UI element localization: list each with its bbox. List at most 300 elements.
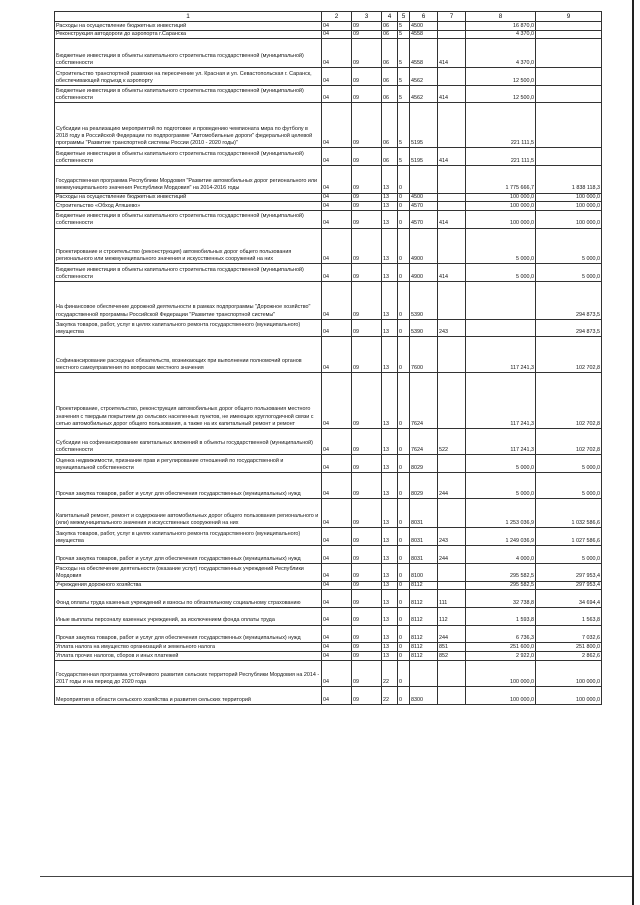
table-row bbox=[55, 337, 602, 373]
target-item-cell: 8031 bbox=[410, 498, 438, 528]
row-name-cell: Субсидии на реализацию мероприятий по подготовке и проведению чемпионата мира по футболу в 2018 году в Российской Федерации по подпрограмме "Автомобильные дороги" федеральной целевой программы "Развитие транспортной системы России (2010 - 2020 годы)" bbox=[55, 103, 322, 148]
section-code-cell: 04 bbox=[322, 428, 352, 455]
expense-type-cell bbox=[438, 373, 466, 429]
subsection-code-cell: 09 bbox=[352, 39, 382, 68]
subsection-code-cell: 09 bbox=[352, 563, 382, 581]
subsection-code-cell: 09 bbox=[352, 428, 382, 455]
table-row bbox=[55, 103, 602, 148]
expense-type-cell bbox=[438, 563, 466, 581]
row-name-cell: Бюджетные инвестиции в объекты капитального строительства государственной (муниципальной) собственности bbox=[55, 264, 322, 282]
program-code-cell: 13 bbox=[382, 165, 398, 193]
row-name-cell: Проектирование и строительство (реконструкция) автомобильных дорог общего пользования регионального или межмуниципального значения и искусственных сооружений на них bbox=[55, 228, 322, 264]
amount-year2-cell: 2 862,6 bbox=[536, 651, 602, 660]
subsection-code-cell: 09 bbox=[352, 651, 382, 660]
row-name-cell: Бюджетные инвестиции в объекты капитального строительства государственной (муниципальной) собственности bbox=[55, 39, 322, 68]
amount-year2-cell: 5 000,0 bbox=[536, 455, 602, 473]
section-code-cell: 04 bbox=[322, 337, 352, 373]
amount-year1-cell: 251 600,0 bbox=[466, 643, 536, 652]
section-code-cell: 04 bbox=[322, 687, 352, 705]
amount-year1-cell: 16 870,0 bbox=[466, 22, 536, 31]
subprogram-code-cell: 0 bbox=[398, 228, 410, 264]
expense-type-cell: 244 bbox=[438, 473, 466, 499]
scan-bottom-line bbox=[40, 876, 632, 877]
target-item-cell: 5195 bbox=[410, 148, 438, 166]
row-name-cell: Капитальный ремонт, ремонт и содержание автомобильных дорог общего пользования регионального и (или) межмуниципального значения и искусственных сооружений на них bbox=[55, 498, 322, 528]
amount-year2-cell: 102 702,8 bbox=[536, 337, 602, 373]
amount-year2-cell bbox=[536, 22, 602, 31]
amount-year1-cell: 5 000,0 bbox=[466, 455, 536, 473]
subsection-code-cell: 09 bbox=[352, 590, 382, 608]
amount-year1-cell: 221 111,5 bbox=[466, 103, 536, 148]
table-row bbox=[55, 473, 602, 499]
table-row bbox=[55, 528, 602, 546]
amount-year2-cell: 100 000,0 bbox=[536, 660, 602, 687]
subprogram-code-cell: 5 bbox=[398, 85, 410, 103]
section-code-cell: 04 bbox=[322, 607, 352, 625]
subprogram-code-cell: 0 bbox=[398, 660, 410, 687]
amount-year2-cell: 102 702,8 bbox=[536, 428, 602, 455]
table-row bbox=[55, 607, 602, 625]
program-code-cell: 06 bbox=[382, 85, 398, 103]
program-code-cell: 13 bbox=[382, 373, 398, 429]
section-code-cell: 04 bbox=[322, 455, 352, 473]
program-code-cell: 13 bbox=[382, 264, 398, 282]
target-item-cell: 8112 bbox=[410, 590, 438, 608]
target-item-cell: 8112 bbox=[410, 625, 438, 643]
subsection-code-cell: 09 bbox=[352, 210, 382, 228]
subprogram-code-cell: 0 bbox=[398, 651, 410, 660]
subprogram-code-cell: 0 bbox=[398, 473, 410, 499]
program-code-cell: 13 bbox=[382, 625, 398, 643]
header-cell: 6 bbox=[410, 12, 438, 22]
table-row bbox=[55, 455, 602, 473]
program-code-cell: 13 bbox=[382, 193, 398, 202]
target-item-cell: 8031 bbox=[410, 546, 438, 564]
table-row bbox=[55, 148, 602, 166]
subprogram-code-cell: 0 bbox=[398, 373, 410, 429]
row-name-cell: Софинансирование расходных обязательств, возникающих при выполнении полномочий органов местного самоуправления по вопросам местного значения bbox=[55, 337, 322, 373]
subsection-code-cell: 09 bbox=[352, 264, 382, 282]
target-item-cell: 8112 bbox=[410, 643, 438, 652]
table-row bbox=[55, 22, 602, 31]
program-code-cell: 22 bbox=[382, 660, 398, 687]
target-item-cell: 4562 bbox=[410, 68, 438, 86]
program-code-cell: 13 bbox=[382, 498, 398, 528]
subprogram-code-cell: 0 bbox=[398, 210, 410, 228]
subprogram-code-cell: 0 bbox=[398, 687, 410, 705]
amount-year1-cell: 117 241,3 bbox=[466, 428, 536, 455]
subprogram-code-cell: 0 bbox=[398, 643, 410, 652]
amount-year1-cell: 5 000,0 bbox=[466, 264, 536, 282]
section-code-cell: 04 bbox=[322, 651, 352, 660]
expense-type-cell bbox=[438, 337, 466, 373]
amount-year2-cell: 297 953,4 bbox=[536, 563, 602, 581]
amount-year2-cell bbox=[536, 39, 602, 68]
amount-year2-cell bbox=[536, 68, 602, 86]
amount-year2-cell: 100 000,0 bbox=[536, 193, 602, 202]
section-code-cell: 04 bbox=[322, 39, 352, 68]
subprogram-code-cell: 0 bbox=[398, 193, 410, 202]
row-name-cell: Прочая закупка товаров, работ и услуг для обеспечения государственных (муниципальных) нужд bbox=[55, 473, 322, 499]
expense-type-cell: 852 bbox=[438, 651, 466, 660]
amount-year1-cell: 1 249 036,9 bbox=[466, 528, 536, 546]
subsection-code-cell: 09 bbox=[352, 687, 382, 705]
program-code-cell: 13 bbox=[382, 455, 398, 473]
amount-year1-cell: 1 593,8 bbox=[466, 607, 536, 625]
amount-year2-cell: 5 000,0 bbox=[536, 546, 602, 564]
row-name-cell: Учреждения дорожного хозяйства bbox=[55, 581, 322, 590]
section-code-cell: 04 bbox=[322, 85, 352, 103]
amount-year1-cell: 295 582,5 bbox=[466, 563, 536, 581]
expense-type-cell bbox=[438, 281, 466, 319]
program-code-cell: 06 bbox=[382, 30, 398, 39]
section-code-cell: 04 bbox=[322, 148, 352, 166]
table-row bbox=[55, 643, 602, 652]
amount-year1-cell: 117 241,3 bbox=[466, 373, 536, 429]
target-item-cell: 4570 bbox=[410, 202, 438, 211]
section-code-cell: 04 bbox=[322, 473, 352, 499]
row-name-cell: Расходы на обеспечение деятельности (оказание услуг) государственных учреждений Республики Мордовия bbox=[55, 563, 322, 581]
table-row bbox=[55, 660, 602, 687]
target-item-cell: 7624 bbox=[410, 373, 438, 429]
table-row bbox=[55, 581, 602, 590]
expense-type-cell: 414 bbox=[438, 148, 466, 166]
subprogram-code-cell: 0 bbox=[398, 337, 410, 373]
subsection-code-cell: 09 bbox=[352, 202, 382, 211]
row-name-cell: Фонд оплаты труда казенных учреждений и взносы по обязательному социальному страхованию bbox=[55, 590, 322, 608]
row-name-cell: На финансовое обеспечение дорожной деятельности в рамках подпрограммы "Дорожное хозяйство" государственной программы Российской Федерации "Развитие транспортной системы" bbox=[55, 281, 322, 319]
subprogram-code-cell: 5 bbox=[398, 22, 410, 31]
target-item-cell: 8112 bbox=[410, 651, 438, 660]
row-name-cell: Уплата налога на имущество организаций и земельного налога bbox=[55, 643, 322, 652]
expense-type-cell: 851 bbox=[438, 643, 466, 652]
amount-year1-cell: 5 000,0 bbox=[466, 228, 536, 264]
section-code-cell: 04 bbox=[322, 22, 352, 31]
expense-type-cell: 414 bbox=[438, 85, 466, 103]
target-item-cell: 5390 bbox=[410, 319, 438, 337]
target-item-cell: 5390 bbox=[410, 281, 438, 319]
program-code-cell: 13 bbox=[382, 607, 398, 625]
expense-type-cell: 414 bbox=[438, 210, 466, 228]
section-code-cell: 04 bbox=[322, 563, 352, 581]
program-code-cell: 13 bbox=[382, 428, 398, 455]
target-item-cell bbox=[410, 660, 438, 687]
header-cell: 5 bbox=[398, 12, 410, 22]
subsection-code-cell: 09 bbox=[352, 148, 382, 166]
row-name-cell: Бюджетные инвестиции в объекты капитального строительства государственной (муниципальной) собственности bbox=[55, 85, 322, 103]
row-name-cell: Закупка товаров, работ, услуг в целях капитального ремонта государственного (муниципального) имущества bbox=[55, 319, 322, 337]
subsection-code-cell: 09 bbox=[352, 643, 382, 652]
expense-type-cell bbox=[438, 455, 466, 473]
program-code-cell: 13 bbox=[382, 473, 398, 499]
row-name-cell: Расходы на осуществление бюджетных инвестиций bbox=[55, 193, 322, 202]
program-code-cell: 13 bbox=[382, 581, 398, 590]
expense-type-cell: 111 bbox=[438, 590, 466, 608]
expense-type-cell: 243 bbox=[438, 319, 466, 337]
section-code-cell: 04 bbox=[322, 660, 352, 687]
row-name-cell: Субсидии на софинансирование капитальных вложений в объекты государственной (муниципальной) собственности bbox=[55, 428, 322, 455]
table-row bbox=[55, 498, 602, 528]
amount-year2-cell: 1 027 586,6 bbox=[536, 528, 602, 546]
subsection-code-cell: 09 bbox=[352, 528, 382, 546]
program-code-cell: 06 bbox=[382, 68, 398, 86]
subsection-code-cell: 09 bbox=[352, 103, 382, 148]
target-item-cell: 7600 bbox=[410, 337, 438, 373]
expense-type-cell: 244 bbox=[438, 546, 466, 564]
section-code-cell: 04 bbox=[322, 210, 352, 228]
row-name-cell: Прочая закупка товаров, работ и услуг для обеспечения государственных (муниципальных) нужд bbox=[55, 546, 322, 564]
subsection-code-cell: 09 bbox=[352, 319, 382, 337]
table-row bbox=[55, 68, 602, 86]
subprogram-code-cell: 0 bbox=[398, 264, 410, 282]
expense-type-cell bbox=[438, 30, 466, 39]
expense-type-cell bbox=[438, 687, 466, 705]
subprogram-code-cell: 0 bbox=[398, 202, 410, 211]
program-code-cell: 13 bbox=[382, 337, 398, 373]
amount-year2-cell bbox=[536, 30, 602, 39]
amount-year2-cell: 100 000,0 bbox=[536, 210, 602, 228]
section-code-cell: 04 bbox=[322, 68, 352, 86]
expense-type-cell bbox=[438, 22, 466, 31]
table-row bbox=[55, 165, 602, 193]
target-item-cell: 4900 bbox=[410, 228, 438, 264]
table-row bbox=[55, 563, 602, 581]
target-item-cell: 7624 bbox=[410, 428, 438, 455]
amount-year2-cell: 1 032 586,6 bbox=[536, 498, 602, 528]
subprogram-code-cell: 0 bbox=[398, 428, 410, 455]
section-code-cell: 04 bbox=[322, 30, 352, 39]
target-item-cell: 8300 bbox=[410, 687, 438, 705]
expense-type-cell bbox=[438, 660, 466, 687]
expense-type-cell bbox=[438, 193, 466, 202]
table-row bbox=[55, 319, 602, 337]
program-code-cell: 13 bbox=[382, 202, 398, 211]
subprogram-code-cell: 5 bbox=[398, 148, 410, 166]
target-item-cell: 5195 bbox=[410, 103, 438, 148]
subsection-code-cell: 09 bbox=[352, 68, 382, 86]
table-row bbox=[55, 590, 602, 608]
amount-year2-cell: 5 000,0 bbox=[536, 473, 602, 499]
amount-year2-cell: 294 873,5 bbox=[536, 281, 602, 319]
subsection-code-cell: 09 bbox=[352, 473, 382, 499]
target-item-cell: 4558 bbox=[410, 39, 438, 68]
section-code-cell: 04 bbox=[322, 202, 352, 211]
subsection-code-cell: 09 bbox=[352, 546, 382, 564]
subprogram-code-cell: 5 bbox=[398, 68, 410, 86]
amount-year1-cell: 117 241,3 bbox=[466, 337, 536, 373]
amount-year2-cell: 294 873,5 bbox=[536, 319, 602, 337]
row-name-cell: Бюджетные инвестиции в объекты капитального строительства государственной (муниципальной) собственности bbox=[55, 210, 322, 228]
row-name-cell: Государственная программа Республики Мордовия "Развитие автомобильных дорог регионального или межмуниципального значения Республики Мордовия" на 2014-2016 годы bbox=[55, 165, 322, 193]
header-cell: 2 bbox=[322, 12, 352, 22]
subsection-code-cell: 09 bbox=[352, 373, 382, 429]
section-code-cell: 04 bbox=[322, 373, 352, 429]
amount-year2-cell: 251 800,0 bbox=[536, 643, 602, 652]
row-name-cell: Расходы на осуществление бюджетных инвестиций bbox=[55, 22, 322, 31]
section-code-cell: 04 bbox=[322, 625, 352, 643]
subsection-code-cell: 09 bbox=[352, 625, 382, 643]
amount-year1-cell: 221 111,5 bbox=[466, 148, 536, 166]
section-code-cell: 04 bbox=[322, 643, 352, 652]
target-item-cell: 4500 bbox=[410, 22, 438, 31]
table-row bbox=[55, 264, 602, 282]
subprogram-code-cell: 0 bbox=[398, 563, 410, 581]
table-row bbox=[55, 202, 602, 211]
expense-type-cell bbox=[438, 68, 466, 86]
amount-year1-cell: 295 582,5 bbox=[466, 581, 536, 590]
section-code-cell: 04 bbox=[322, 193, 352, 202]
header-cell: 1 bbox=[55, 12, 322, 22]
header-cell: 3 bbox=[352, 12, 382, 22]
program-code-cell: 06 bbox=[382, 103, 398, 148]
subsection-code-cell: 09 bbox=[352, 165, 382, 193]
header-cell: 8 bbox=[466, 12, 536, 22]
expense-type-cell bbox=[438, 498, 466, 528]
amount-year1-cell: 32 738,8 bbox=[466, 590, 536, 608]
target-item-cell: 4570 bbox=[410, 210, 438, 228]
amount-year2-cell bbox=[536, 148, 602, 166]
subprogram-code-cell: 0 bbox=[398, 625, 410, 643]
target-item-cell bbox=[410, 165, 438, 193]
amount-year2-cell: 100 000,0 bbox=[536, 687, 602, 705]
header-cell: 4 bbox=[382, 12, 398, 22]
table-row bbox=[55, 30, 602, 39]
header-cell: 7 bbox=[438, 12, 466, 22]
amount-year2-cell bbox=[536, 103, 602, 148]
expense-type-cell: 522 bbox=[438, 428, 466, 455]
table-row bbox=[55, 281, 602, 319]
target-item-cell: 8031 bbox=[410, 528, 438, 546]
row-name-cell: Мероприятия в области сельского хозяйства и развития сельских территорий bbox=[55, 687, 322, 705]
subprogram-code-cell: 0 bbox=[398, 165, 410, 193]
amount-year1-cell: 12 500,0 bbox=[466, 85, 536, 103]
expense-type-cell: 112 bbox=[438, 607, 466, 625]
subsection-code-cell: 09 bbox=[352, 498, 382, 528]
program-code-cell: 13 bbox=[382, 228, 398, 264]
row-name-cell: Строительство «Обход Атяшево» bbox=[55, 202, 322, 211]
section-code-cell: 04 bbox=[322, 319, 352, 337]
subprogram-code-cell: 0 bbox=[398, 281, 410, 319]
amount-year2-cell bbox=[536, 85, 602, 103]
subsection-code-cell: 09 bbox=[352, 30, 382, 39]
program-code-cell: 13 bbox=[382, 281, 398, 319]
subprogram-code-cell: 0 bbox=[398, 319, 410, 337]
target-item-cell: 4900 bbox=[410, 264, 438, 282]
amount-year2-cell: 102 702,8 bbox=[536, 373, 602, 429]
target-item-cell: 8029 bbox=[410, 455, 438, 473]
row-name-cell: Оценка недвижимости, признание прав и регулирование отношений по государственной и муниципальной собственности bbox=[55, 455, 322, 473]
row-name-cell: Иные выплаты персоналу казенных учреждений, за исключением фонда оплаты труда bbox=[55, 607, 322, 625]
section-code-cell: 04 bbox=[322, 590, 352, 608]
amount-year1-cell: 2 922,0 bbox=[466, 651, 536, 660]
row-name-cell: Бюджетные инвестиции в объекты капитального строительства государственной (муниципальной) собственности bbox=[55, 148, 322, 166]
section-code-cell: 04 bbox=[322, 103, 352, 148]
target-item-cell: 4558 bbox=[410, 30, 438, 39]
amount-year1-cell bbox=[466, 281, 536, 319]
expense-type-cell: 243 bbox=[438, 528, 466, 546]
subprogram-code-cell: 0 bbox=[398, 498, 410, 528]
row-name-cell: Проектирование, строительство, реконструкция автомобильных дорог общего пользования местного значения с твердым покрытием до сельских населенных пунктов, не имеющих круглогодичной связи с сетью автомобильных дорог общего пользования, а также на их капитальный ремонт и ремонт bbox=[55, 373, 322, 429]
expense-type-cell bbox=[438, 581, 466, 590]
amount-year1-cell: 12 500,0 bbox=[466, 68, 536, 86]
program-code-cell: 13 bbox=[382, 546, 398, 564]
expense-type-cell: 244 bbox=[438, 625, 466, 643]
section-code-cell: 04 bbox=[322, 228, 352, 264]
program-code-cell: 13 bbox=[382, 563, 398, 581]
row-name-cell: Реконструкция автодороги до аэропорта г.Саранска bbox=[55, 30, 322, 39]
expense-type-cell bbox=[438, 103, 466, 148]
subprogram-code-cell: 0 bbox=[398, 455, 410, 473]
amount-year2-cell: 100 000,0 bbox=[536, 202, 602, 211]
program-code-cell: 22 bbox=[382, 687, 398, 705]
section-code-cell: 04 bbox=[322, 165, 352, 193]
row-name-cell: Уплата прочих налогов, сборов и иных платежей bbox=[55, 651, 322, 660]
section-code-cell: 04 bbox=[322, 498, 352, 528]
subsection-code-cell: 09 bbox=[352, 22, 382, 31]
expense-type-cell bbox=[438, 202, 466, 211]
section-code-cell: 04 bbox=[322, 581, 352, 590]
table-row bbox=[55, 625, 602, 643]
program-code-cell: 13 bbox=[382, 319, 398, 337]
expense-type-cell bbox=[438, 228, 466, 264]
amount-year1-cell: 4 370,0 bbox=[466, 30, 536, 39]
amount-year1-cell: 100 000,0 bbox=[466, 687, 536, 705]
amount-year2-cell: 297 953,4 bbox=[536, 581, 602, 590]
subprogram-code-cell: 5 bbox=[398, 39, 410, 68]
row-name-cell: Закупка товаров, работ, услуг в целях капитального ремонта государственного (муниципального) имущества bbox=[55, 528, 322, 546]
amount-year2-cell: 1 563,8 bbox=[536, 607, 602, 625]
table-row bbox=[55, 228, 602, 264]
table-row bbox=[55, 39, 602, 68]
table-row bbox=[55, 428, 602, 455]
table-row bbox=[55, 193, 602, 202]
program-code-cell: 06 bbox=[382, 148, 398, 166]
header-cell: 9 bbox=[536, 12, 602, 22]
table-row bbox=[55, 546, 602, 564]
subprogram-code-cell: 0 bbox=[398, 607, 410, 625]
subsection-code-cell: 09 bbox=[352, 660, 382, 687]
amount-year1-cell: 100 000,0 bbox=[466, 210, 536, 228]
target-item-cell: 4562 bbox=[410, 85, 438, 103]
amount-year1-cell: 100 000,0 bbox=[466, 660, 536, 687]
section-code-cell: 04 bbox=[322, 281, 352, 319]
subsection-code-cell: 09 bbox=[352, 337, 382, 373]
subprogram-code-cell: 0 bbox=[398, 528, 410, 546]
budget-table bbox=[54, 11, 602, 705]
scan-edge-line bbox=[632, 0, 634, 905]
amount-year2-cell: 34 694,4 bbox=[536, 590, 602, 608]
program-code-cell: 13 bbox=[382, 651, 398, 660]
subsection-code-cell: 09 bbox=[352, 193, 382, 202]
row-name-cell: Прочая закупка товаров, работ и услуг для обеспечения государственных (муниципальных) нужд bbox=[55, 625, 322, 643]
program-code-cell: 13 bbox=[382, 528, 398, 546]
target-item-cell: 8029 bbox=[410, 473, 438, 499]
subsection-code-cell: 09 bbox=[352, 607, 382, 625]
subprogram-code-cell: 0 bbox=[398, 581, 410, 590]
table-row bbox=[55, 687, 602, 705]
expense-type-cell: 414 bbox=[438, 264, 466, 282]
amount-year1-cell: 1 775 666,7 bbox=[466, 165, 536, 193]
amount-year2-cell: 1 838 118,3 bbox=[536, 165, 602, 193]
amount-year1-cell: 6 736,3 bbox=[466, 625, 536, 643]
section-code-cell: 04 bbox=[322, 528, 352, 546]
amount-year1-cell: 5 000,0 bbox=[466, 473, 536, 499]
subsection-code-cell: 09 bbox=[352, 581, 382, 590]
subsection-code-cell: 09 bbox=[352, 228, 382, 264]
table-row bbox=[55, 651, 602, 660]
target-item-cell: 8112 bbox=[410, 581, 438, 590]
amount-year1-cell: 100 000,0 bbox=[466, 202, 536, 211]
